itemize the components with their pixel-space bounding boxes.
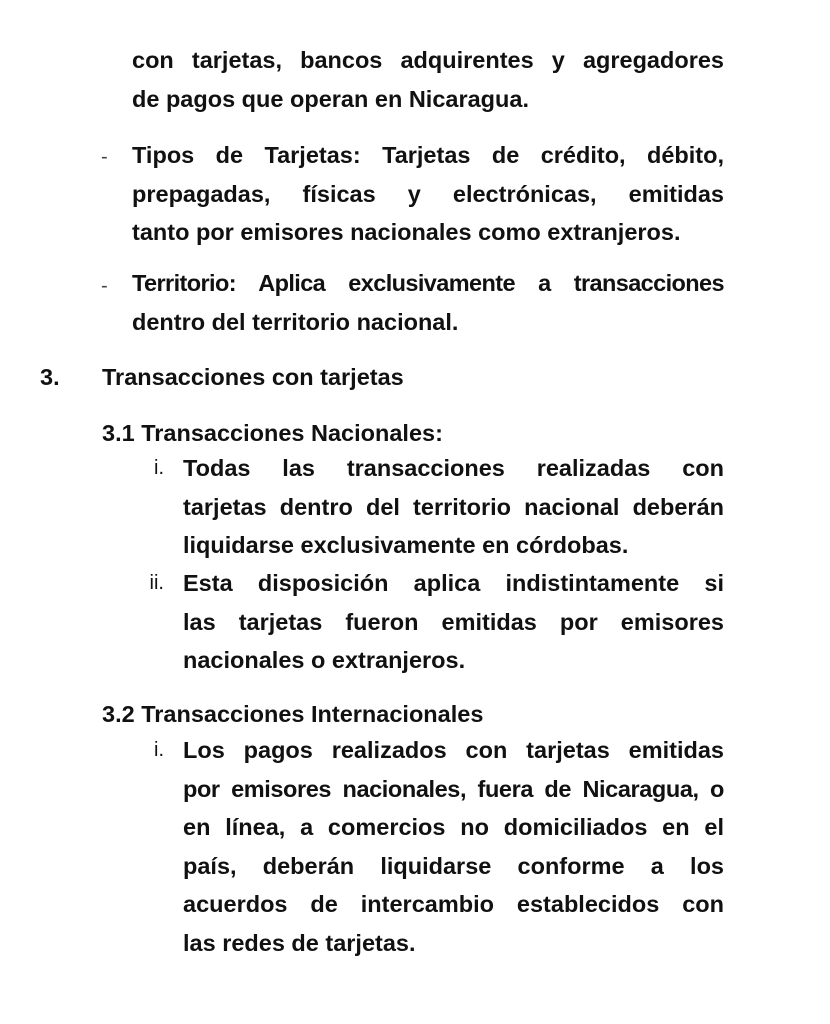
subsection-title-national: 3.1 Transacciones Nacionales: [102, 420, 443, 446]
text-line: de pagos que operan en Nicaragua. [132, 85, 529, 112]
text-line: Tipos de Tarjetas: Tarjetas de crédito, débito, [132, 142, 724, 168]
international-item-1 [183, 731, 724, 962]
list-marker: i. [154, 739, 164, 761]
text-line: tanto por emisores nacionales como extranjeros. [132, 219, 681, 245]
text-line: Los pagos realizados con tarjetas emitidas [183, 737, 724, 763]
scope-item-territory [132, 264, 724, 341]
text-line: Esta disposición aplica indistintamente si [183, 570, 724, 596]
text-line: país, deberán liquidarse conforme a los [183, 852, 724, 879]
intro-paragraph [132, 41, 724, 118]
national-item-1 [183, 449, 724, 565]
text-line: prepagadas, físicas y electrónicas, emitidas [132, 180, 724, 207]
text-line: con tarjetas, bancos adquirentes y agregadores [132, 47, 724, 73]
text-line: en línea, a comercios no domiciliados en el [183, 814, 724, 840]
list-marker: i. [154, 457, 164, 479]
national-item-2 [183, 564, 724, 680]
scope-item-card-types [132, 136, 724, 252]
text-line: tarjetas dentro del territorio nacional deberán [183, 493, 724, 520]
text-line: dentro del territorio nacional. [132, 308, 459, 335]
section-title: Transacciones con tarjetas [102, 364, 404, 390]
text-line: Todas las transacciones realizadas con [183, 455, 724, 481]
text-line: Territorio: Aplica exclusivamente a transacciones [132, 270, 724, 296]
text-line: las tarjetas fueron emitidas por emisores [183, 608, 724, 635]
list-marker: ii. [149, 572, 164, 594]
text-line: acuerdos de intercambio establecidos con [183, 891, 724, 917]
section-number: 3. [40, 364, 60, 390]
text-line: nacionales o extranjeros. [183, 647, 466, 673]
bullet-dash: - [101, 275, 108, 297]
text-line: liquidarse exclusivamente en córdobas. [183, 532, 629, 558]
subsection-title-international: 3.2 Transacciones Internacionales [102, 701, 484, 727]
text-line: por emisores nacionales, fuera de Nicaragua, o [183, 775, 724, 802]
text-line: las redes de tarjetas. [183, 929, 416, 956]
bullet-dash: - [101, 146, 108, 168]
